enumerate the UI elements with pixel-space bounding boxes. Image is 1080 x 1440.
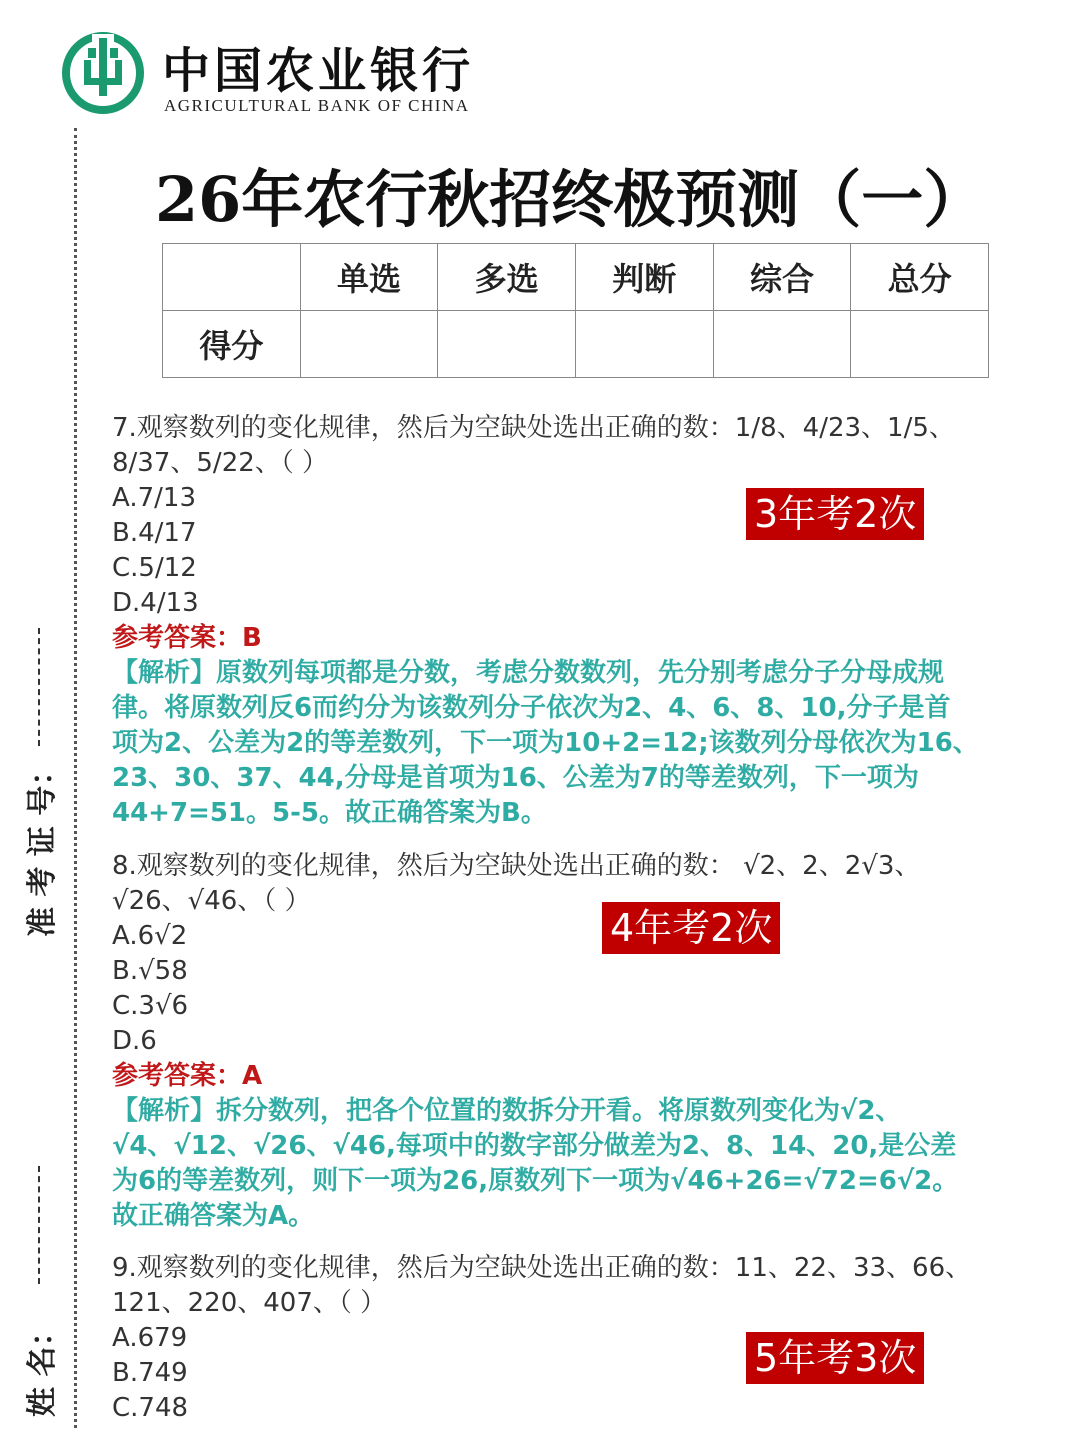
score-table-header-row [163, 244, 989, 311]
question-stem-line: √26、√46、（ ） [112, 886, 311, 916]
question-stem-line: 8.观察数列的变化规律，然后为空缺处选出正确的数： √2、2、2√3、 [112, 851, 921, 881]
score-row-label: 得分 [163, 311, 301, 378]
score-cell-total[interactable] [851, 311, 989, 378]
option-c: C.748 [112, 1393, 189, 1423]
score-col-total: 总分 [851, 244, 989, 311]
analysis-line: 故正确答案为A。 [112, 1201, 315, 1231]
abc-logo-icon [62, 32, 144, 114]
frequency-badge: 4年考2次 [602, 902, 780, 954]
option-c: C.3√6 [112, 991, 189, 1021]
score-cell-comprehensive[interactable] [713, 311, 851, 378]
option-b: B.749 [112, 1358, 188, 1388]
exam-id-label: 准 考 证 号： [25, 755, 60, 937]
score-col-multiple-choice: 多选 [438, 244, 576, 311]
option-a: A.7/13 [112, 483, 196, 513]
option-d: D.4/13 [112, 588, 199, 618]
name-label: 姓 名： [25, 1316, 60, 1417]
option-a: A.6√2 [112, 921, 188, 951]
binding-dotted-line [74, 128, 77, 1428]
score-col-judgement: 判断 [575, 244, 713, 311]
option-b: B.√58 [112, 956, 188, 986]
bank-name-en: AGRICULTURAL BANK OF CHINA [164, 96, 470, 115]
answer-line: 参考答案：B [112, 623, 262, 653]
score-table-corner-cell [163, 244, 301, 311]
question-stem-line: 121、220、407、（ ） [112, 1288, 387, 1318]
analysis-line: 【解析】原数列每项都是分数，考虑分数数列，先分别考虑分子分母成规 [112, 658, 945, 688]
score-col-single-choice: 单选 [300, 244, 438, 311]
score-table-score-row [163, 311, 989, 378]
option-c: C.5/12 [112, 553, 197, 583]
question-stem-line: 8/37、5/22、（ ） [112, 448, 329, 478]
name-blank [38, 1166, 40, 1284]
question-stem-line: 7.观察数列的变化规律，然后为空缺处选出正确的数：1/8、4/23、1/5、 [112, 413, 955, 443]
analysis-line: 律。将原数列反6而约分为该数列分子依次为2、4、6、8、10,分子是首 [112, 693, 951, 723]
frequency-badge: 3年考2次 [746, 488, 924, 540]
analysis-line: 为6的等差数列，则下一项为26,原数列下一项为√46+26=√72=6√2。 [112, 1166, 959, 1196]
analysis-line: √4、√12、√26、√46,每项中的数字部分做差为2、8、14、20,是公差 [112, 1131, 957, 1161]
question-stem-line: 9.观察数列的变化规律，然后为空缺处选出正确的数：11、22、33、66、 [112, 1253, 972, 1283]
option-d: D.6 [112, 1026, 157, 1056]
analysis-line: 【解析】拆分数列，把各个位置的数拆分开看。将原数列变化为√2、 [112, 1096, 902, 1126]
question-8 [112, 849, 1047, 1234]
page-title: 26年农行秋招终极预测（一） [155, 163, 986, 236]
question-7 [112, 411, 1047, 831]
option-b: B.4/17 [112, 518, 197, 548]
score-cell-single-choice[interactable] [300, 311, 438, 378]
option-a: A.679 [112, 1323, 188, 1353]
answer-line: 参考答案：A [112, 1061, 263, 1091]
score-cell-multiple-choice[interactable] [438, 311, 576, 378]
exam-id-blank [38, 628, 40, 746]
analysis-line: 44+7=51。5-5。故正确答案为B。 [112, 798, 547, 828]
bank-name-cn: 中国农业银行 [162, 43, 475, 99]
score-table [162, 243, 989, 378]
analysis-line: 23、30、37、44,分母是首项为16、公差为7的等差数列，下一项为 [112, 763, 919, 793]
score-col-comprehensive: 综合 [713, 244, 851, 311]
frequency-badge: 5年考3次 [746, 1332, 924, 1384]
score-cell-judgement[interactable] [575, 311, 713, 378]
analysis-line: 项为2、公差为2的等差数列，下一项为10+2=12;该数列分母依次为16、 [112, 728, 979, 758]
